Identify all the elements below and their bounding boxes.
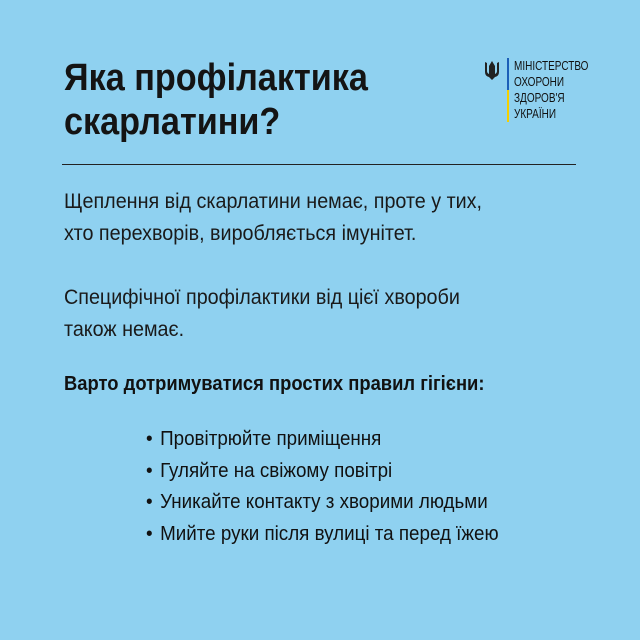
text-line: також немає. xyxy=(64,318,185,341)
text-line: хто перехворів, виробляється імунітет. xyxy=(64,222,417,245)
title-line: Яка профілактика xyxy=(64,57,368,99)
text-line: Щеплення від скарлатини немає, проте у тих, xyxy=(64,190,483,213)
title-line: скарлатини? xyxy=(64,101,281,143)
text-line: Специфічної профілактики від цієї хвороби xyxy=(64,286,460,309)
logo-line: УКРАЇНИ xyxy=(514,107,557,121)
hygiene-heading: Варто дотримуватися простих правил гігієни: xyxy=(64,373,485,395)
list-item: • Уникайте контакту з хворими людьми xyxy=(146,487,499,519)
logo-divider xyxy=(507,58,509,122)
logo-line: ОХОРОНИ xyxy=(514,75,565,89)
logo-line: ЗДОРОВ'Я xyxy=(514,91,565,105)
paragraph-prophylaxis xyxy=(64,282,460,346)
logo-line: МІНІСТЕРСТВО xyxy=(514,59,589,73)
trident-icon xyxy=(484,60,500,80)
page-title xyxy=(64,56,368,144)
hygiene-tips-list xyxy=(146,424,499,550)
list-item: • Провітрюйте приміщення xyxy=(146,424,499,456)
paragraph-vaccination xyxy=(64,186,482,250)
list-item: • Гуляйте на свіжому повітрі xyxy=(146,456,499,488)
divider xyxy=(62,164,576,165)
list-item: • Мийте руки після вулиці та перед їжею xyxy=(146,519,499,551)
ministry-logo xyxy=(484,58,607,122)
